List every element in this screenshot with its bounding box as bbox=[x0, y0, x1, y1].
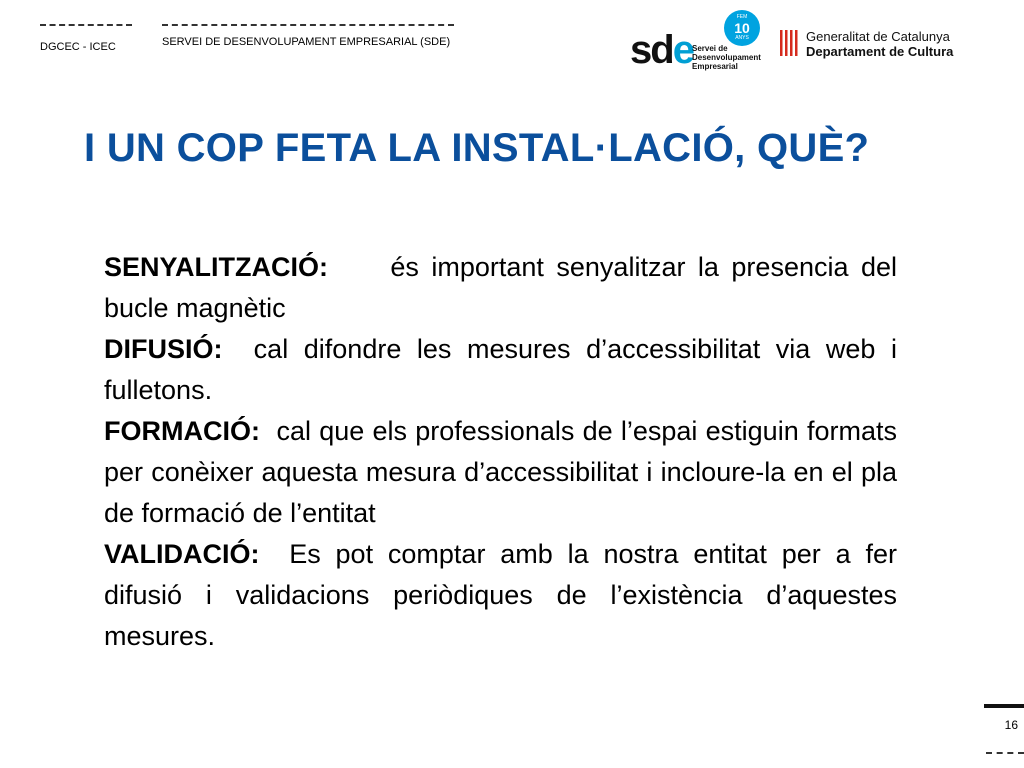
sde-text-line3: Empresarial bbox=[692, 62, 738, 71]
sde-anniversary-badge bbox=[724, 10, 760, 46]
sde-logo bbox=[630, 10, 770, 70]
generalitat-name: Generalitat de Catalunya bbox=[806, 29, 950, 44]
sde-logo-text bbox=[692, 44, 761, 71]
header-left-label: DGCEC - ICEC bbox=[40, 41, 116, 53]
item-formacio bbox=[104, 411, 897, 534]
item-difusio bbox=[104, 329, 897, 411]
sde-letter-e: e bbox=[672, 28, 693, 72]
sde-text-line2: Desenvolupament bbox=[692, 53, 761, 62]
header-dash-middle bbox=[162, 24, 454, 26]
item-senyalitzacio bbox=[104, 247, 897, 329]
sde-letters bbox=[630, 28, 693, 72]
badge-number: 10 bbox=[734, 20, 750, 36]
badge-bottom-text: ANYS bbox=[735, 35, 749, 41]
header-dash-left bbox=[40, 24, 132, 26]
sde-letter-d: d bbox=[650, 28, 673, 72]
item-validacio bbox=[104, 534, 897, 657]
department-name: Departament de Cultura bbox=[806, 44, 954, 59]
header-middle-label: SERVEI DE DESENVOLUPAMENT EMPRESARIAL (SDE) bbox=[162, 36, 451, 48]
item-text: cal que els professionals de l’espai estiguin formats per conèixer aquesta mesura d’accessibilitat i incloure-la en el pla de formació de l’entitat bbox=[104, 416, 897, 528]
sde-letter-s: s bbox=[630, 28, 651, 72]
badge-top-text: FEM bbox=[736, 14, 748, 20]
footer-dash bbox=[986, 752, 1024, 754]
slide-body bbox=[104, 247, 897, 657]
sde-text-line1: Servei de bbox=[692, 44, 728, 53]
item-text: Es pot comptar amb la nostra entitat per a fer difusió i validacions periòdiques de l’existència d’aquestes mesures. bbox=[104, 539, 897, 651]
slide-title: I UN COP FETA LA INSTAL·LACIÓ, QUÈ? bbox=[84, 126, 870, 170]
item-text: és important senyalitzar la presencia del bucle magnètic bbox=[104, 252, 897, 323]
generalitat-flag-icon bbox=[778, 28, 798, 58]
item-label: FORMACIÓ: bbox=[104, 416, 260, 446]
footer-rule bbox=[984, 704, 1024, 708]
item-label: DIFUSIÓ: bbox=[104, 334, 223, 364]
item-label: VALIDACIÓ: bbox=[104, 539, 260, 569]
item-label: SENYALITZACIÓ: bbox=[104, 252, 329, 282]
generalitat-logo bbox=[778, 28, 988, 62]
item-text: cal difondre les mesures d’accessibilitat via web i fulletons. bbox=[104, 334, 897, 405]
page-number: 16 bbox=[1004, 718, 1018, 732]
